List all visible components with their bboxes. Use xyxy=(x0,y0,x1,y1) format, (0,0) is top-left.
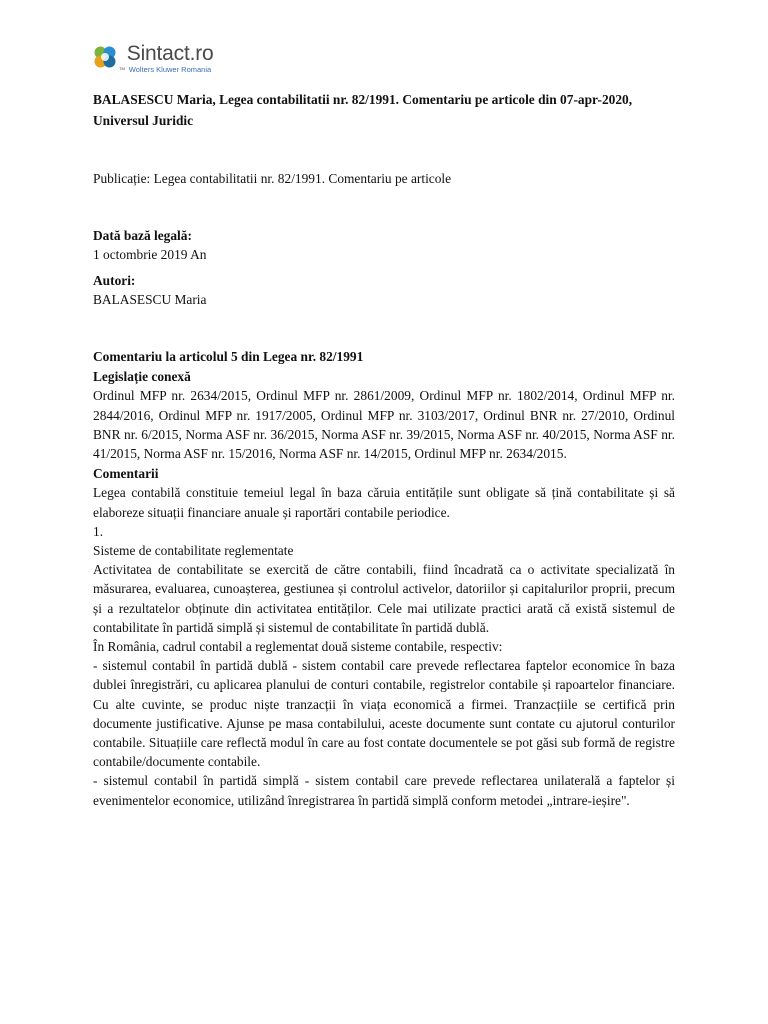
logo-name: Sintact.ro xyxy=(126,42,214,65)
comment-paragraph: În România, cadrul contabil a reglementat două sisteme contabile, respectiv: xyxy=(93,639,503,655)
legal-date-value: 1 octombrie 2019 An xyxy=(93,247,207,263)
authors-value: BALASESCU Maria xyxy=(93,291,207,307)
logo-subtitle: Wolters Kluwer Romania xyxy=(128,65,212,74)
sintact-logo-icon xyxy=(92,44,118,70)
publication-line: Publicație: Legea contabilitatii nr. 82/1991. Comentariu pe articole xyxy=(93,171,452,186)
document-title: BALASESCU Maria, Legea contabilitatii nr. 82/1991. Comentariu pe articole din 07-apr-2020, Universul Juridic xyxy=(93,92,633,128)
sintact-logo xyxy=(92,42,214,80)
comment-paragraph: - sistemul contabil în partidă dublă - sistem contabil care prevede reflectarea faptelor economice în baza dublei înregistrări, cu aplicarea planului de conturi contabile, registrelor contabile și rapoartelor financiare. Cu alte cuvinte, se produc niște tranzacții în viața economică a firmei. Tranzacțiile se certifică prin documente justificative. Ajunse pe masa contabilului, aceste documente sunt contate cu ajutorul conturilor contabile. Situațiile care reflectă modul în care au fost contate documentele se pot găsi sub formă de registre contabile/documente contabile. xyxy=(93,658,675,770)
authors-block xyxy=(93,271,675,309)
comment-number: 1. xyxy=(93,523,104,539)
logo-text xyxy=(127,42,214,74)
comments-label: Comentarii xyxy=(93,466,159,482)
related-legislation-label: Legislație conexă xyxy=(93,369,191,385)
legal-date-block xyxy=(93,226,675,264)
logo-trademark: TM xyxy=(119,66,125,71)
legal-date-label: Dată bază legală: xyxy=(93,228,192,244)
comment-paragraph: - sistemul contabil în partidă simplă - sistem contabil care prevede reflectarea unilaterală a faptelor și evenimentelor economice, utilizând înregistrarea în partidă simplă conform metodei „intrare-ieșire". xyxy=(93,773,675,808)
comment-subheading: Sisteme de contabilitate reglementate xyxy=(93,543,294,559)
authors-label: Autori: xyxy=(93,272,136,288)
document-content xyxy=(93,90,675,810)
related-legislation-text: Ordinul MFP nr. 2634/2015, Ordinul MFP nr. 2861/2009, Ordinul MFP nr. 1802/2014, Ordinul MFP nr. 2844/2016, Ordinul MFP nr. 1917/2005, Ordinul MFP nr. 3103/2017, Ordinul BNR nr. 27/2010, Ordinul BNR nr. 6/2015, Norma ASF nr. 36/2015, Norma ASF nr. 39/2015, Norma ASF nr. 40/2015, Norma ASF nr. 41/2015, Norma ASF nr. 15/2016, Norma ASF nr. 14/2015, Ordinul MFP nr. 2634/2015. xyxy=(93,388,675,462)
section-title: Comentariu la articolul 5 din Legea nr. 82/1991 xyxy=(93,349,364,365)
comment-paragraph: Activitatea de contabilitate se exercită de către contabili, fiind încadrată ca o activitate specializată în măsurarea, evaluarea, cunoașterea, gestiunea și controlul activelor, datoriilor și capitalurilor proprii, precum și a rezultatelor obținute din activitatea entităților. Cele mai utilizate practici arată că există sistemul de contabilitate în partidă simplă și sistemul de contabilitate în partidă dublă. xyxy=(93,562,675,635)
comment-paragraph: Legea contabilă constituie temeiul legal în baza căruia entitățile sunt obligate să țină contabilitate și să elaboreze situații financiare anuale și raportări contabile periodice. xyxy=(93,485,675,520)
